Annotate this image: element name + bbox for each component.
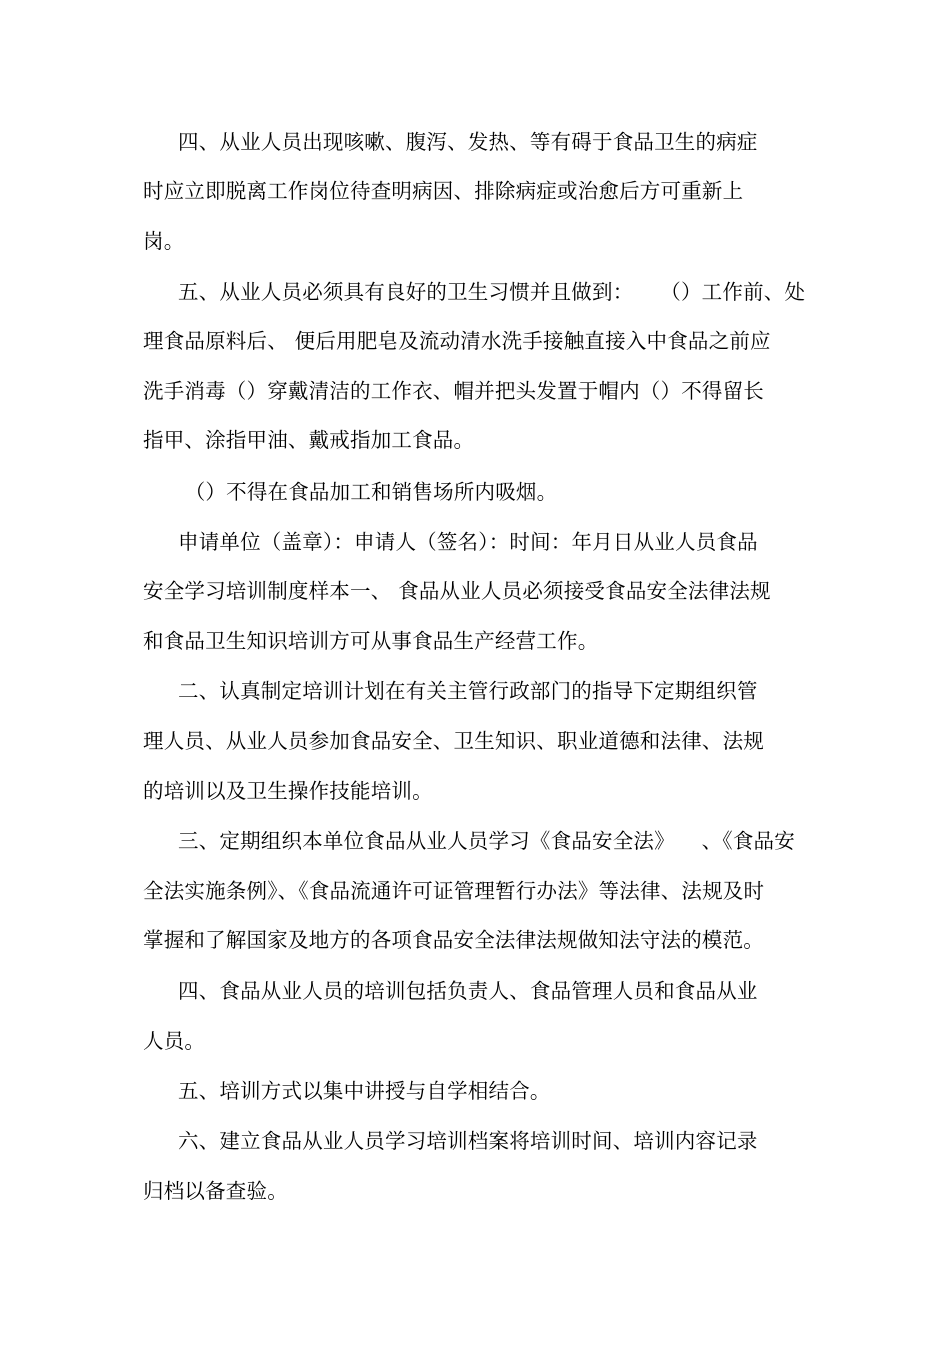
text-line-3: 岗。 xyxy=(143,229,185,253)
text-line-21: 六、建立食品从业人员学习培训档案将培训时间、培训内容记录 xyxy=(178,1129,758,1153)
text-line-7: 指甲、涂指甲油、戴戒指加工食品。 xyxy=(143,428,475,452)
text-line-19: 人员。 xyxy=(143,1029,206,1053)
text-line-9: 申请单位（盖章）：申请人（签名）：时间：年月日从业人员食品 xyxy=(178,530,758,554)
text-line-10: 安全学习培训制度样本一、 食品从业人员必须接受食品安全法律法规 xyxy=(143,579,771,603)
text-line-8: （）不得在食品加工和销售场所内吸烟。 xyxy=(178,480,558,504)
text-line-5: 理食品原料后、 便后用肥皂及流动清水洗手接触直接入中食品之前应 xyxy=(143,329,771,353)
text-line-15: 三、定期组织本单位食品从业人员学习《食品安全法》 、《食品安 xyxy=(178,829,795,853)
text-line-20: 五、培训方式以集中讲授与自学相结合。 xyxy=(178,1079,551,1103)
text-line-1: 四、从业人员出现咳嗽、腹泻、发热、等有碍于食品卫生的病症 xyxy=(178,130,758,154)
text-line-16: 全法实施条例》、《食品流通许可证管理暂行办法》等法律、法规及时 xyxy=(143,879,765,903)
text-line-22: 归档以备查验。 xyxy=(143,1179,288,1203)
text-line-18: 四、食品从业人员的培训包括负责人、食品管理人员和食品从业 xyxy=(178,979,758,1003)
text-line-14: 的培训以及卫生操作技能培训。 xyxy=(143,779,433,803)
text-line-12: 二、认真制定培训计划在有关主管行政部门的指导下定期组织管 xyxy=(178,679,758,703)
text-line-2: 时应立即脱离工作岗位待查明病因、排除病症或治愈后方可重新上 xyxy=(143,179,744,203)
text-line-4: 五、从业人员必须具有良好的卫生习惯并且做到： （）工作前、处 xyxy=(178,280,806,304)
text-line-6: 洗手消毒（）穿戴清洁的工作衣、帽并把头发置于帽内（）不得留长 xyxy=(143,379,764,403)
text-line-17: 掌握和了解国家及地方的各项食品安全法律法规做知法守法的模范。 xyxy=(143,928,764,952)
text-line-11: 和食品卫生知识培训方可从事食品生产经营工作。 xyxy=(143,629,599,653)
text-line-13: 理人员、从业人员参加食品安全、卫生知识、职业道德和法律、法规 xyxy=(143,729,764,753)
